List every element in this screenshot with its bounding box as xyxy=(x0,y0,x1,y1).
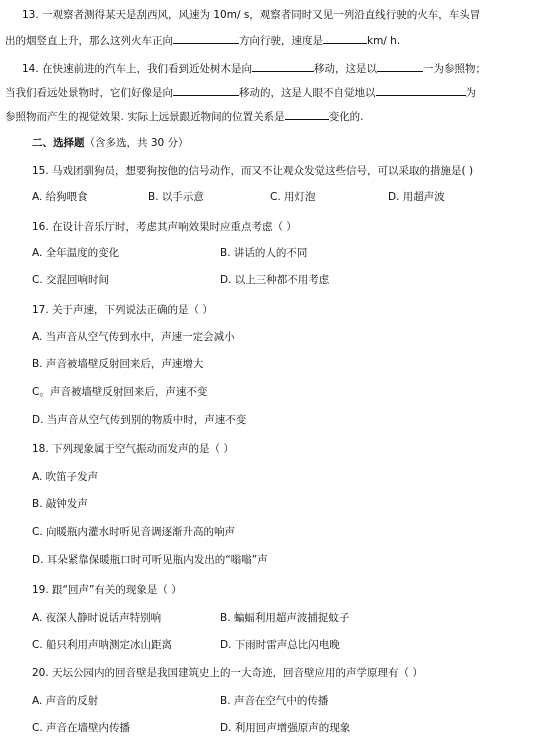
q18-option-b[interactable]: B. 敲钟发声 xyxy=(32,498,88,510)
q20-option-d[interactable]: D. 利用回声增强原声的现象 xyxy=(220,722,351,734)
q19-option-d[interactable]: D. 下雨时雷声总比闪电晚 xyxy=(220,639,340,651)
q20-option-a[interactable]: A. 声音的反射 xyxy=(32,695,99,707)
q14-blank-1[interactable] xyxy=(252,60,314,72)
q15-option-c[interactable]: C. 用灯泡 xyxy=(270,191,316,203)
q17-option-a[interactable]: A. 当声音从空气传到水中，声速一定会减小 xyxy=(32,331,235,343)
q18-option-d[interactable]: D. 耳朵紧靠保暖瓶口时可听见瓶内发出的“嗡嗡”声 xyxy=(32,554,268,566)
q20-stem: 20. 天坛公园内的回音壁是我国建筑史上的一大奇迹，回音壁应用的声学原理有（ ） xyxy=(32,667,423,679)
q20-option-b[interactable]: B. 声音在空气中的传播 xyxy=(220,695,329,707)
q16-stem: 16. 在设计音乐厅时，考虑其声响效果时应重点考虑（ ） xyxy=(32,221,297,233)
q18-option-a[interactable]: A. 吹笛子发声 xyxy=(32,471,99,483)
q15-option-a[interactable]: A. 给狗喂食 xyxy=(32,191,88,203)
section-heading: 二、选择题（含多选，共 30 分） xyxy=(32,137,189,149)
q15-option-d[interactable]: D. 用超声波 xyxy=(388,191,445,203)
q17-stem: 17. 关于声速，下列说法正确的是（ ） xyxy=(32,304,213,316)
q16-option-b[interactable]: B. 讲话的人的不同 xyxy=(220,247,308,259)
q17-option-b[interactable]: B. 声音被墙壁反射回来后，声速增大 xyxy=(32,358,204,370)
q14-blank-4[interactable] xyxy=(376,84,466,96)
q19-option-c[interactable]: C. 船只利用声呐测定冰山距离 xyxy=(32,639,173,651)
q13-line1: 13. 一观察者测得某天是刮西风，风速为 10m∕ s，观察者同时又见一列沿直线行驶的火车，车头冒 xyxy=(22,9,481,21)
q17-option-c[interactable]: C。声音被墙壁反射回来后，声速不变 xyxy=(32,386,208,398)
q19-option-a[interactable]: A. 夜深人静时说话声特别响 xyxy=(32,612,162,624)
q14-line3: 参照物而产生的视觉效果. 实际上远景跟近物间的位置关系是 变化的. xyxy=(5,108,364,124)
q14-line1: 14. 在快速前进的汽车上，我们看到近处树木是向 移动，这是以 一为参照物； xyxy=(22,60,486,76)
q16-option-a[interactable]: A. 全年温度的变化 xyxy=(32,247,120,259)
q18-option-c[interactable]: C. 向暖瓶内灌水时听见音调逐渐升高的响声 xyxy=(32,526,236,538)
q17-option-d[interactable]: D. 当声音从空气传到别的物质中时，声速不变 xyxy=(32,414,247,426)
q20-option-c[interactable]: C. 声音在墙壁内传播 xyxy=(32,722,131,734)
q14-blank-5[interactable] xyxy=(285,108,329,120)
q18-stem: 18. 下列现象属于空气振动而发声的是（ ） xyxy=(32,443,234,455)
q13-blank-direction[interactable] xyxy=(173,32,239,44)
q13-line2: 出的烟竖直上升，那么这列火车正向 方向行驶，速度是 km∕ h. xyxy=(5,32,400,48)
q16-option-d[interactable]: D. 以上三种都不用考虑 xyxy=(220,274,330,286)
q19-stem: 19. 跟“回声”有关的现象是（ ） xyxy=(32,584,182,596)
q19-option-b[interactable]: B. 蝙蝠利用超声波捕捉蚊子 xyxy=(220,612,350,624)
q15-option-b[interactable]: B. 以手示意 xyxy=(148,191,204,203)
q15-stem: 15. 马戏团驯狗员，想要狗按他的信号动作，而又不让观众发觉这些信号，可以采取的措施是( ) xyxy=(32,165,474,177)
q13-blank-speed[interactable] xyxy=(323,32,367,44)
q14-line2: 当我们看远处景物时，它们好像是向 移动的，这是人眼不自觉地以 为 xyxy=(5,84,476,100)
q14-blank-2[interactable] xyxy=(377,60,423,72)
q16-option-c[interactable]: C. 交混回响时间 xyxy=(32,274,110,286)
q14-blank-3[interactable] xyxy=(173,84,239,96)
